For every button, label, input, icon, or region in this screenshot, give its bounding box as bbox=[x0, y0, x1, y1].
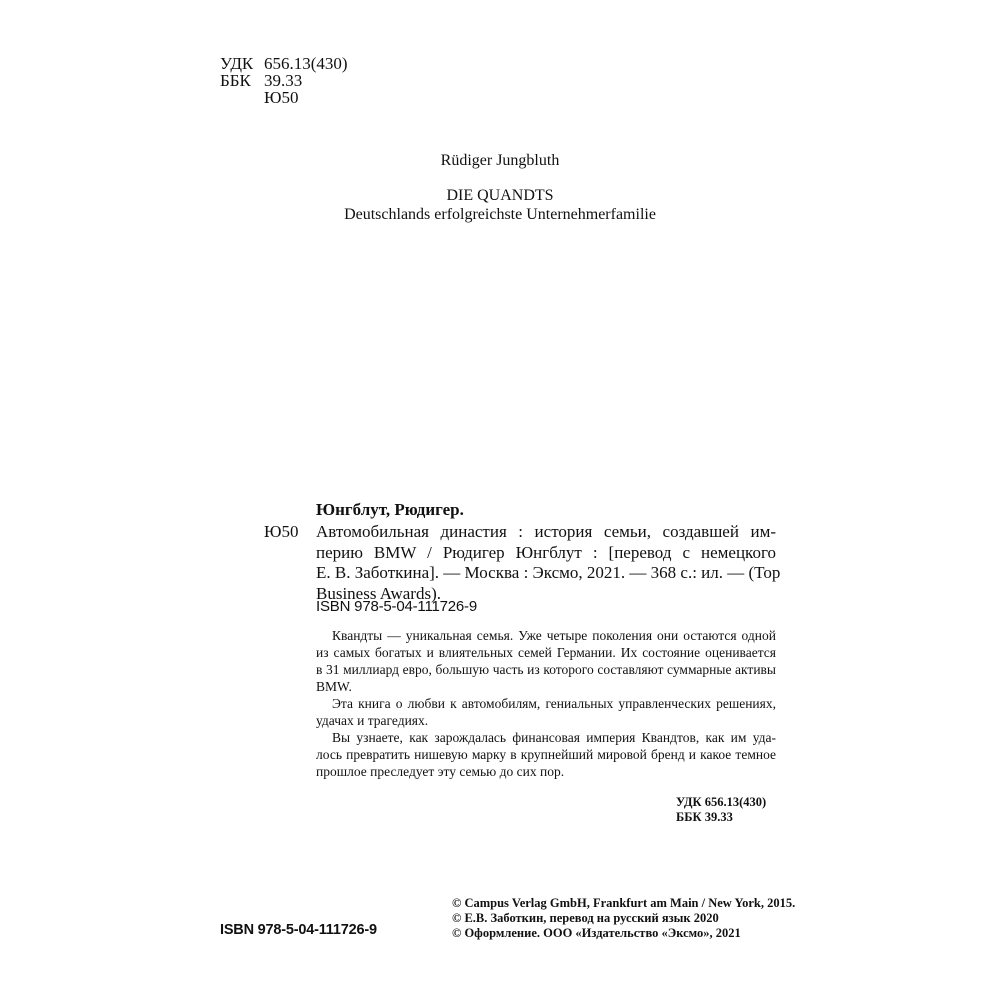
bib-author-heading: Юнгблут, Рюдигер. bbox=[316, 500, 464, 519]
author-mark-top: Ю50 bbox=[264, 88, 299, 107]
annotation-line: Вы узнаете, как зарождалась финансовая империя Квандтов, как им уда- bbox=[332, 730, 776, 745]
udk-value: 656.13(430) bbox=[264, 54, 348, 73]
udk-label: УДК bbox=[220, 54, 254, 73]
classification-bottom bbox=[676, 795, 766, 825]
bib-description bbox=[316, 522, 781, 604]
bib-description-line: перию BMW / Рюдигер Юнгблут : [перевод с немецкого bbox=[316, 542, 776, 562]
bbk-bottom: ББК 39.33 bbox=[676, 810, 733, 824]
author-mark-top-row bbox=[220, 88, 298, 108]
annotation-line: Эта книга о любви к автомобилям, гениальных управленческих решениях, bbox=[332, 696, 776, 711]
copyright-line: © Оформление. ООО «Издательство «Эксмо», 2021 bbox=[452, 926, 741, 940]
bib-description-line: Е. В. Заботкина]. — Москва : Эксмо, 2021. — 368 с.: ил. — (Top bbox=[316, 563, 781, 582]
annotation-line: Квандты — уникальная семья. Уже четыре поколения они остаются одной bbox=[332, 628, 776, 643]
original-author: Rüdiger Jungbluth bbox=[440, 152, 560, 169]
copyright-block bbox=[452, 896, 795, 941]
annotation bbox=[316, 627, 776, 780]
bbk-value: 39.33 bbox=[264, 71, 303, 90]
annotation-line: лось превратить нишевую марку в крупнейший мировой бренд и какое темное bbox=[316, 747, 776, 762]
annotation-line: из самых богатых и влиятельных семей Германии. Их состояние оценивается bbox=[316, 645, 776, 660]
bib-description-line: Business Awards). bbox=[316, 583, 441, 603]
udk-bottom: УДК 656.13(430) bbox=[676, 795, 767, 809]
copyright-line: © Campus Verlag GmbH, Frankfurt am Main / New York, 2015. bbox=[452, 896, 796, 910]
annotation-line: прошлое преследует эту семью до сих пор. bbox=[316, 764, 565, 779]
bib-description-line: Автомобильная династия : история семьи, создавшей им- bbox=[316, 522, 776, 541]
bbk-label: ББК bbox=[220, 71, 251, 90]
footer-isbn: ISBN 978-5-04-111726-9 bbox=[220, 922, 377, 938]
original-subtitle: Deutschlands erfolgreichste Unternehmerfamilie bbox=[344, 206, 656, 223]
annotation-line: BMW. bbox=[316, 679, 352, 694]
copyright-line: © Е.В. Заботкин, перевод на русский язык 2020 bbox=[452, 911, 719, 925]
original-title: DIE QUANDTS bbox=[446, 187, 554, 204]
annotation-line: в 31 миллиард евро, большую часть из которого составляют суммарные активы bbox=[316, 662, 776, 677]
annotation-line: удачах и трагедиях. bbox=[316, 713, 429, 728]
bib-isbn: ISBN 978-5-04-111726-9 bbox=[316, 598, 477, 615]
bib-author-mark: Ю50 bbox=[264, 522, 299, 541]
